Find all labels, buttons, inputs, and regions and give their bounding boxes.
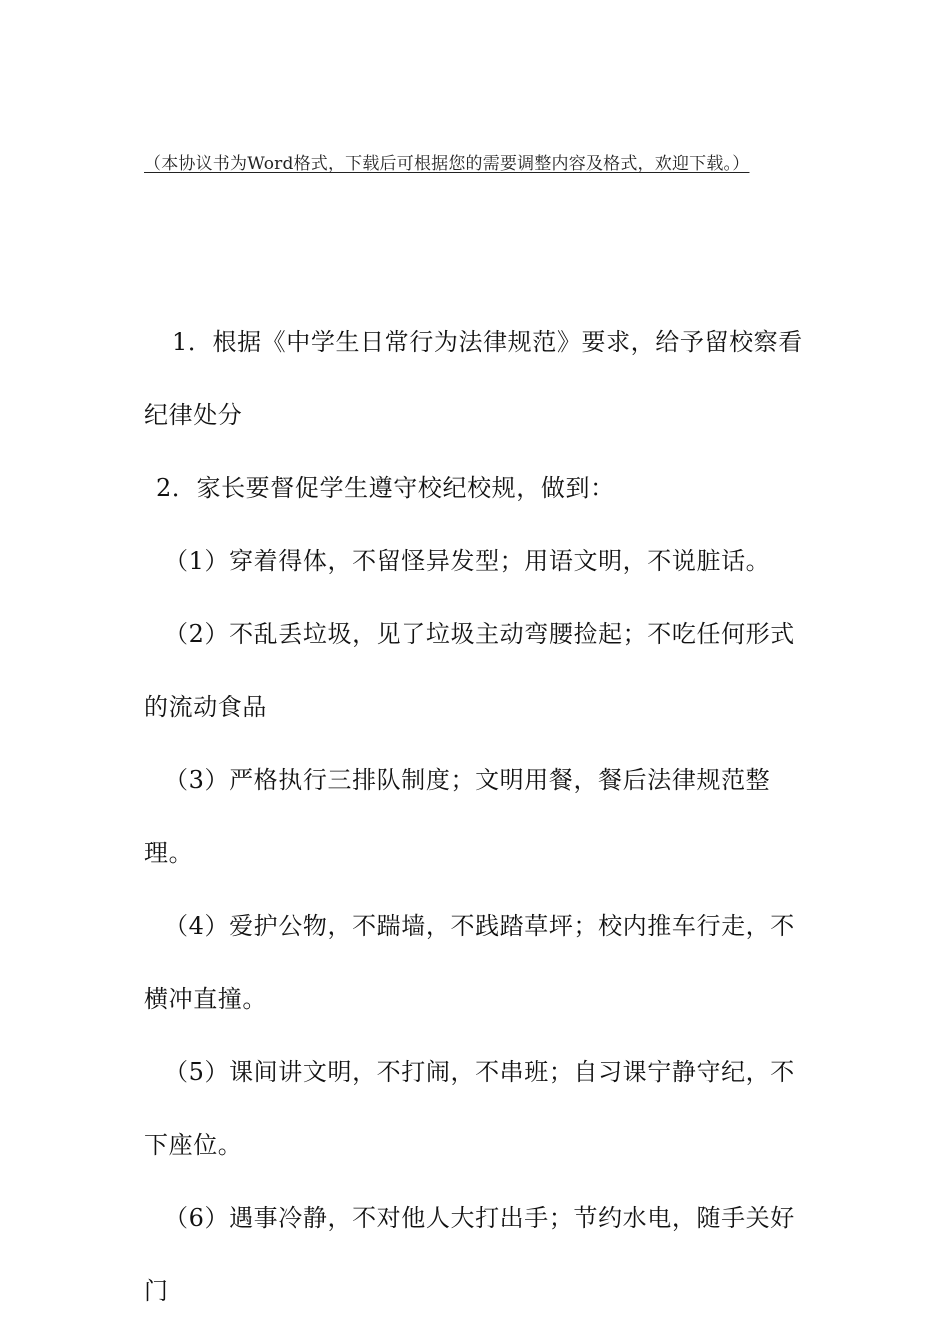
paragraph-item-4: （4）爱护公物，不踹墙，不践踏草坪；校内推车行走，不横冲直撞。 <box>144 912 795 1013</box>
paragraph-1: 1．根据《中学生日常行为法律规范》要求，给予留校察看纪律处分 <box>144 328 803 429</box>
format-notice: （本协议书为Word格式，下载后可根据您的需要调整内容及格式，欢迎下载。） <box>144 154 750 174</box>
paragraph-item-3: （3）严格执行三排队制度；文明用餐，餐后法律规范整理。 <box>144 766 771 867</box>
paragraph-item-6: （6）遇事冷静，不对他人大打出手；节约水电，随手关好门 <box>144 1204 795 1305</box>
paragraph-2: 2．家长要督促学生遵守校纪校规，做到： <box>156 474 615 502</box>
document-body <box>144 306 806 1328</box>
paragraph-item-2: （2）不乱丢垃圾，见了垃圾主动弯腰捡起；不吃任何形式的流动食品 <box>144 620 795 721</box>
paragraph-item-5: （5）课间讲文明，不打闹，不串班；自习课宁静守纪，不下座位。 <box>144 1058 795 1159</box>
paragraph-item-1: （1）穿着得体，不留怪异发型；用语文明，不说脏话。 <box>164 547 771 575</box>
